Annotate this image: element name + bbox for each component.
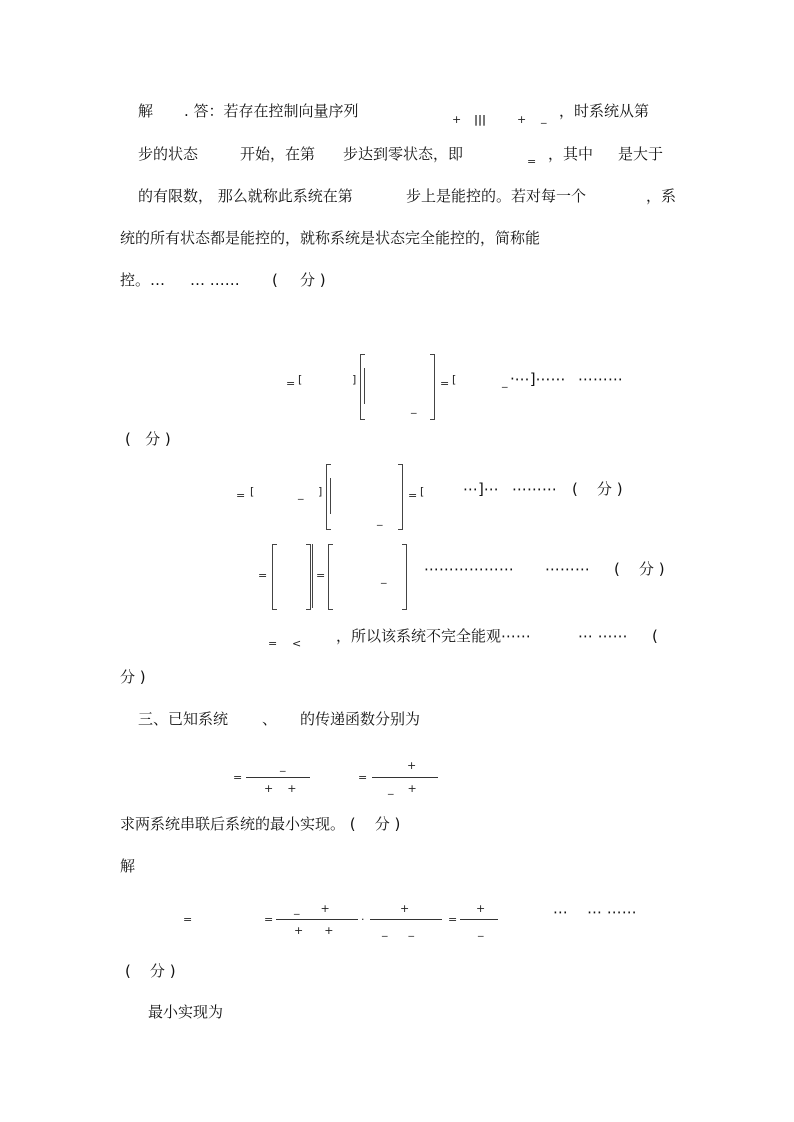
fraction-numerator: + (407, 759, 417, 772)
fraction-line (460, 919, 498, 920)
fraction-line (372, 777, 438, 778)
matrix-right-bracket (402, 544, 407, 610)
formula-eq: = (440, 377, 450, 390)
score: ( 分 ) (125, 430, 171, 448)
definition-text-5: 控。… (120, 271, 166, 289)
matrix-right-bracket (398, 464, 403, 530)
minimal-realization-label: 最小实现为 (148, 1003, 224, 1021)
definition-text-2d: ，其中 (548, 145, 594, 163)
matrix-minus: _ (411, 401, 417, 414)
formula-eq: = (527, 155, 537, 168)
dots: ⋯⋯⋯ (545, 560, 590, 578)
fraction-denominator: + + (294, 924, 334, 937)
formula-eq: = (258, 569, 268, 582)
formula-ellipsis: ||| (474, 113, 487, 126)
definition-text-2a: 步的状态 (138, 145, 199, 163)
fraction-denominator: _ (478, 924, 484, 937)
fraction-numerator: _ (280, 759, 286, 772)
formula-eq: = (408, 489, 418, 502)
formula-eq: = (358, 771, 368, 784)
formula-bracket: ] (318, 485, 323, 498)
problem-3-title-2: 的传递函数分别为 (300, 710, 421, 728)
definition-text-3c: ，系 (646, 187, 677, 205)
formula-minus: _ (502, 375, 508, 388)
formula-eq: = (233, 771, 243, 784)
formula-bracket: [ (250, 485, 255, 498)
matrix-minus: _ (381, 571, 387, 584)
definition-text-1: . 答：若存在控制向量序列 (184, 102, 359, 120)
formula-eq: = (268, 637, 278, 650)
formula-minus: _ (541, 111, 547, 124)
matrix-right-bracket (430, 354, 435, 420)
problem-3-title: 三、已知系统 (138, 710, 229, 728)
conclusion-text: ，所以该系统不完全能观⋯⋯ (336, 627, 532, 645)
definition-text-1-tail: ，时系统从第 (559, 102, 650, 120)
score: ( 分 ) (614, 560, 665, 578)
problem-3-question: 求两系统串联后系统的最小实现。 ( 分 ) (120, 815, 401, 833)
definition-text-2b: 开始，在第 (240, 145, 316, 163)
definition-text-2e: 是大于 (618, 145, 664, 163)
formula-eq: = (448, 913, 458, 926)
definition-text-3b: 步上是能控的。若对每一个 (406, 187, 587, 205)
matrix-line (312, 544, 313, 608)
matrix-minus: _ (377, 513, 383, 526)
dots: ⋯⋯⋯ (512, 480, 557, 498)
dots: ⋯ ⋯ ⋯⋯ (553, 903, 637, 921)
fraction-numerator: + (400, 902, 410, 915)
formula-eq: = (286, 377, 296, 390)
formula-eq: = (183, 913, 193, 926)
definition-dots: … …… (190, 271, 240, 289)
score: ( 分 ) (572, 480, 623, 498)
fraction-numerator: + (476, 902, 486, 915)
formula-plus: + (517, 113, 527, 126)
formula-eq: = (236, 489, 246, 502)
formula-bracket: ] (352, 373, 357, 386)
formula-bracket: [ (452, 373, 457, 386)
fraction-numerator: _ + (294, 902, 330, 915)
fraction-denominator: _ + (388, 782, 417, 795)
fraction-line (246, 777, 310, 778)
definition-text-4: 统的所有状态都是能控的，就称系统是状态完全能控的，简称能 (120, 229, 541, 247)
matrix-left-bracket (272, 544, 277, 610)
definition-text-2c: 步达到零状态，即 (343, 145, 464, 163)
formula-bracket: [ (420, 485, 425, 498)
fraction-line (276, 919, 358, 920)
fraction-denominator: + + (264, 782, 297, 795)
score: 分 ) (120, 668, 146, 686)
answer-label: 解 (138, 102, 154, 120)
formula-minus: _ (298, 487, 304, 500)
matrix-line (330, 478, 331, 514)
solution-label: 解 (120, 857, 136, 875)
formula-tail: ·⋯]⋯⋯ (510, 370, 566, 388)
matrix-right-bracket (306, 544, 311, 610)
formula-dot: · (361, 913, 365, 926)
score-label: 分 ) (300, 271, 326, 289)
formula-eq: = (264, 913, 274, 926)
matrix-left-bracket (328, 544, 333, 610)
formula-tail: ⋯]⋯ (463, 480, 499, 498)
problem-3-sep: 、 (262, 710, 278, 728)
formula-bracket: [ (298, 373, 303, 386)
score: ( 分 ) (125, 962, 176, 980)
formula-plus: + (452, 113, 462, 126)
formula-eq: = (316, 569, 326, 582)
score-paren: ( (272, 271, 278, 289)
dots: ⋯⋯⋯⋯⋯⋯ (424, 560, 514, 578)
definition-text-3a: 的有限数， 那么就称此系统在第 (138, 187, 353, 205)
matrix-line (364, 368, 365, 404)
score-paren: ( (652, 627, 658, 645)
fraction-denominator: _ _ (382, 924, 414, 937)
fraction-line (370, 919, 442, 920)
dots: ⋯ ⋯⋯ (578, 627, 628, 645)
dots: ⋯⋯⋯ (578, 370, 623, 388)
formula-lt: < (292, 637, 302, 650)
